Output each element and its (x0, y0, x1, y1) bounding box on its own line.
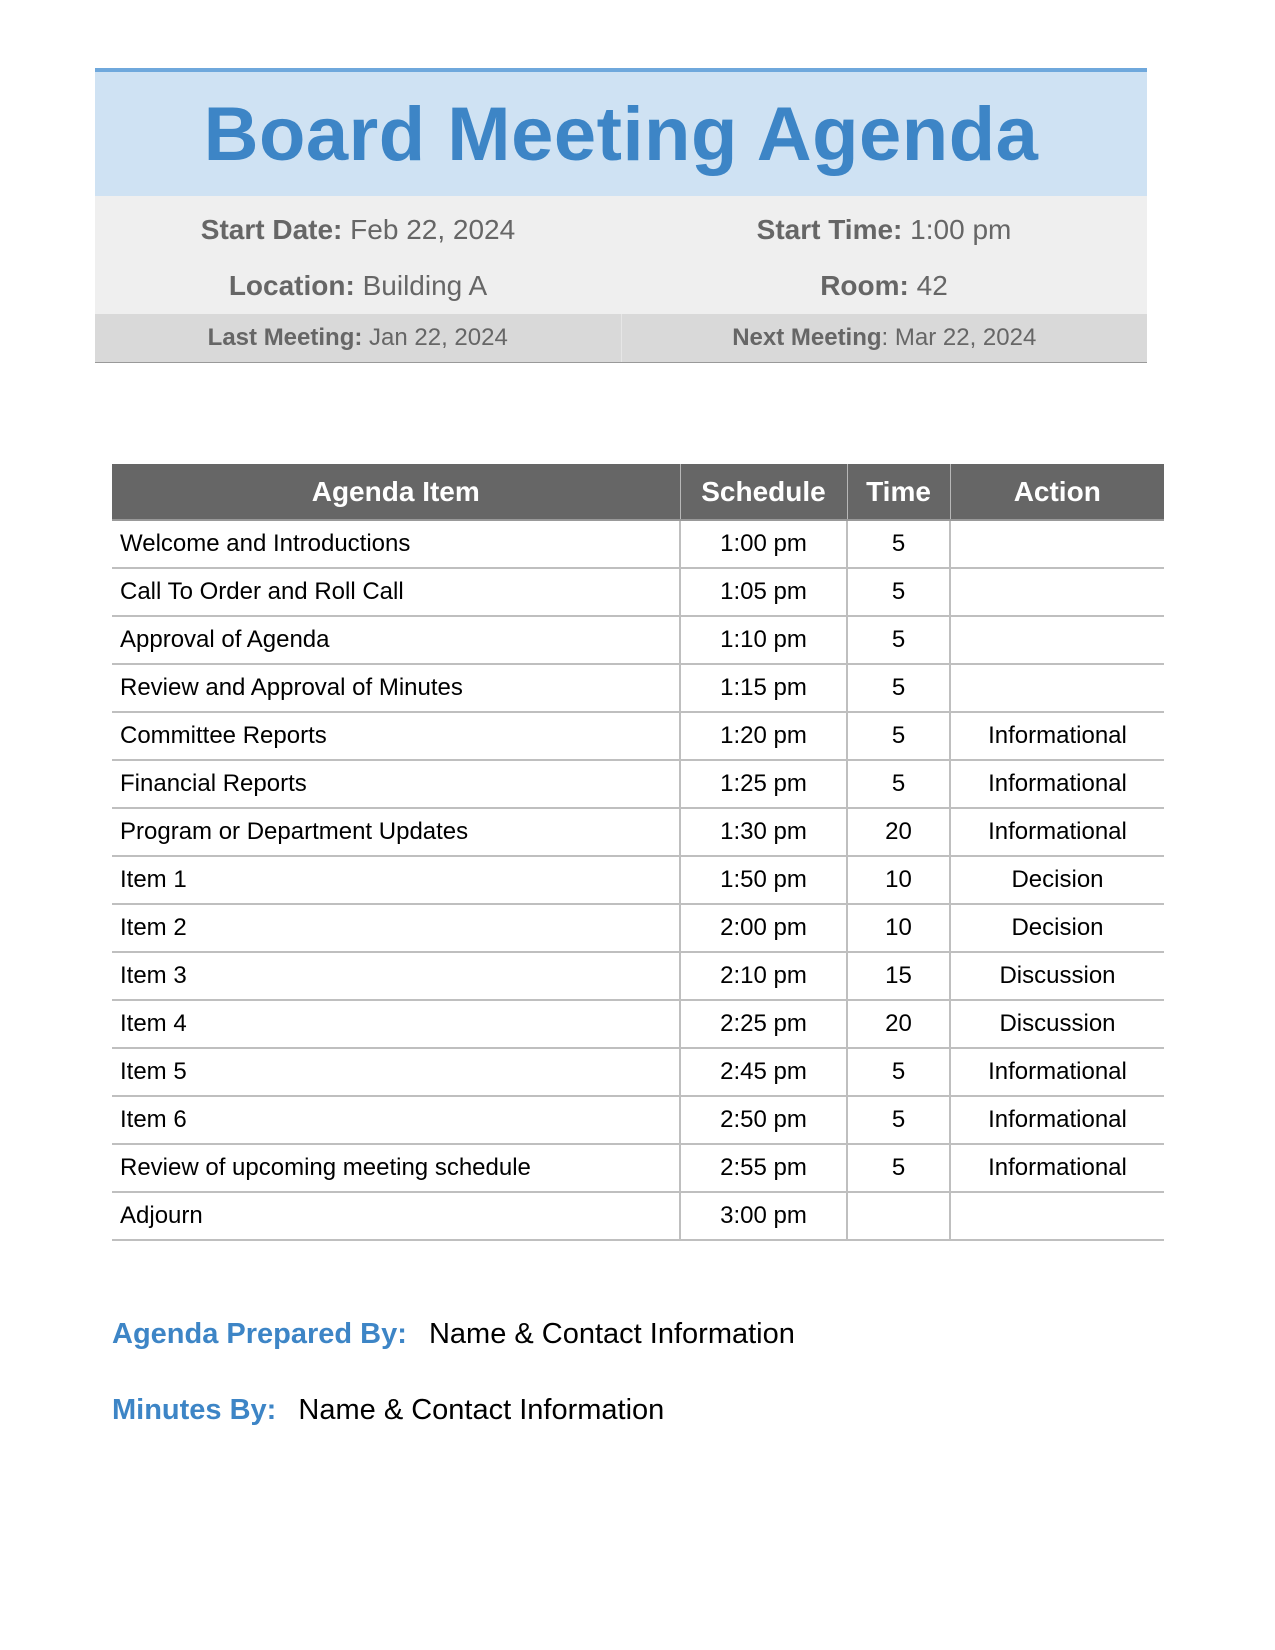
action-cell (950, 520, 1164, 568)
column-header-agenda-item: Agenda Item (112, 464, 680, 520)
column-header-action: Action (950, 464, 1164, 520)
schedule-cell: 2:00 pm (680, 904, 847, 952)
room-value: 42 (916, 270, 948, 301)
action-cell: Informational (950, 808, 1164, 856)
action-cell (950, 664, 1164, 712)
agenda-item-cell: Committee Reports (112, 712, 680, 760)
next-meeting-value: : Mar 22, 2024 (881, 324, 1037, 351)
table-row (112, 856, 1164, 904)
location-label: Location: (228, 270, 355, 301)
schedule-cell: 2:45 pm (680, 1048, 847, 1096)
action-cell: Informational (950, 712, 1164, 760)
table-row (112, 664, 1164, 712)
table-row (112, 712, 1164, 760)
action-cell: Decision (950, 904, 1164, 952)
time-cell: 10 (847, 856, 950, 904)
table-row (112, 904, 1164, 952)
table-row (112, 1144, 1164, 1192)
schedule-cell: 2:50 pm (680, 1096, 847, 1144)
room-label: Room: (820, 270, 909, 301)
location-value: Building A (362, 270, 488, 301)
schedule-cell: 1:25 pm (680, 760, 847, 808)
table-row (112, 1048, 1164, 1096)
prepared-by-value: Name & Contact Information (428, 1318, 795, 1350)
schedule-cell: 1:05 pm (680, 568, 847, 616)
action-cell: Informational (950, 1144, 1164, 1192)
time-cell: 5 (847, 712, 950, 760)
table-header-row (112, 464, 1164, 520)
meeting-header (95, 68, 1147, 363)
meeting-info-band (95, 196, 1147, 314)
prepared-by-label: Agenda Prepared By: (112, 1318, 407, 1350)
time-cell: 5 (847, 760, 950, 808)
table-row (112, 952, 1164, 1000)
time-cell: 5 (847, 520, 950, 568)
page-title: Board Meeting Agenda (203, 91, 1039, 177)
action-cell: Discussion (950, 952, 1164, 1000)
agenda-item-cell: Review of upcoming meeting schedule (112, 1144, 680, 1192)
next-meeting-label: Next Meeting (732, 324, 882, 351)
agenda-table (112, 464, 1164, 1241)
column-header-schedule: Schedule (680, 464, 847, 520)
start-date-field (95, 214, 621, 246)
table-row (112, 1096, 1164, 1144)
time-cell: 5 (847, 1096, 950, 1144)
column-header-time: Time (847, 464, 950, 520)
action-cell: Decision (950, 856, 1164, 904)
location-field (95, 270, 621, 302)
time-cell: 20 (847, 808, 950, 856)
schedule-cell: 2:10 pm (680, 952, 847, 1000)
schedule-cell: 1:20 pm (680, 712, 847, 760)
last-meeting-value: Jan 22, 2024 (369, 324, 508, 351)
info-row-location-room (95, 258, 1147, 314)
agenda-item-cell: Approval of Agenda (112, 616, 680, 664)
schedule-cell: 1:10 pm (680, 616, 847, 664)
agenda-item-cell: Program or Department Updates (112, 808, 680, 856)
agenda-item-cell: Review and Approval of Minutes (112, 664, 680, 712)
room-field (621, 270, 1147, 302)
action-cell (950, 616, 1164, 664)
last-meeting-field (95, 314, 621, 362)
action-cell: Discussion (950, 1000, 1164, 1048)
action-cell (950, 568, 1164, 616)
start-date-label: Start Date: (200, 214, 343, 245)
title-band (95, 68, 1147, 196)
table-row (112, 616, 1164, 664)
start-time-field (621, 214, 1147, 246)
agenda-item-cell: Item 4 (112, 1000, 680, 1048)
start-time-label: Start Time: (756, 214, 903, 245)
time-cell: 5 (847, 664, 950, 712)
agenda-item-cell: Adjourn (112, 1192, 680, 1240)
agenda-item-cell: Item 3 (112, 952, 680, 1000)
time-cell: 10 (847, 904, 950, 952)
time-cell: 15 (847, 952, 950, 1000)
next-meeting-field (621, 314, 1148, 362)
time-cell: 20 (847, 1000, 950, 1048)
action-cell: Informational (950, 1048, 1164, 1096)
table-row (112, 1000, 1164, 1048)
agenda-item-cell: Item 1 (112, 856, 680, 904)
time-cell: 5 (847, 568, 950, 616)
info-row-date-time (95, 202, 1147, 258)
schedule-cell: 1:50 pm (680, 856, 847, 904)
agenda-item-cell: Item 5 (112, 1048, 680, 1096)
minutes-by-value: Name & Contact Information (298, 1394, 665, 1426)
schedule-cell: 3:00 pm (680, 1192, 847, 1240)
agenda-item-cell: Welcome and Introductions (112, 520, 680, 568)
table-row (112, 520, 1164, 568)
action-cell: Informational (950, 1096, 1164, 1144)
schedule-cell: 1:00 pm (680, 520, 847, 568)
schedule-cell: 2:55 pm (680, 1144, 847, 1192)
last-meeting-label: Last Meeting: (207, 324, 363, 351)
minutes-by-line (112, 1394, 664, 1427)
schedule-cell: 1:30 pm (680, 808, 847, 856)
agenda-item-cell: Financial Reports (112, 760, 680, 808)
action-cell (950, 1192, 1164, 1240)
action-cell: Informational (950, 760, 1164, 808)
table-row (112, 760, 1164, 808)
table-row (112, 568, 1164, 616)
schedule-cell: 1:15 pm (680, 664, 847, 712)
time-cell: 5 (847, 616, 950, 664)
meeting-dates-band (95, 314, 1147, 363)
table-row (112, 808, 1164, 856)
agenda-item-cell: Item 2 (112, 904, 680, 952)
table-row (112, 1192, 1164, 1240)
schedule-cell: 2:25 pm (680, 1000, 847, 1048)
agenda-item-cell: Call To Order and Roll Call (112, 568, 680, 616)
start-date-value: Feb 22, 2024 (350, 214, 516, 245)
time-cell: 5 (847, 1048, 950, 1096)
prepared-by-line (112, 1318, 795, 1351)
minutes-by-label: Minutes By: (112, 1394, 277, 1426)
time-cell (847, 1192, 950, 1240)
agenda-table-body (112, 520, 1164, 1240)
time-cell: 5 (847, 1144, 950, 1192)
start-time-value: 1:00 pm (910, 214, 1012, 245)
agenda-item-cell: Item 6 (112, 1096, 680, 1144)
